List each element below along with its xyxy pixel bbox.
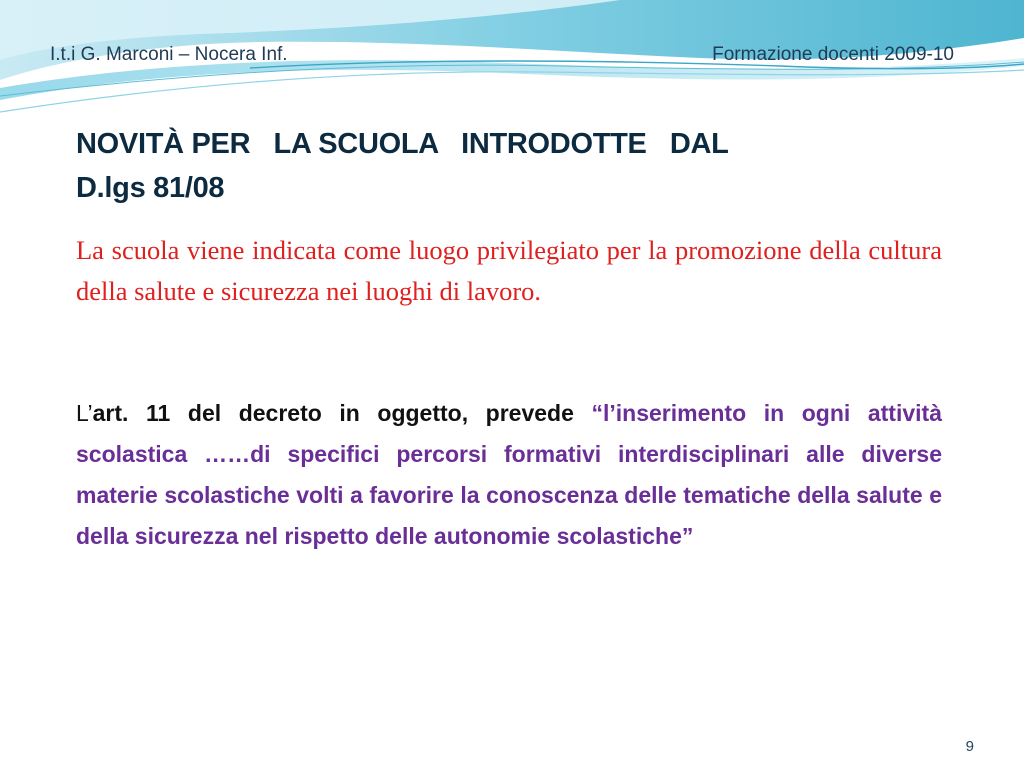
paragraph-article-reference: art. 11 del decreto in oggetto, prevede	[92, 400, 592, 426]
paragraph-article-lead: L’	[76, 400, 93, 426]
header-school-name: I.t.i G. Marconi – Nocera Inf.	[50, 44, 288, 65]
header-course-name: Formazione docenti 2009-10	[712, 44, 954, 65]
slide-title-line-1: NOVITÀ PER LA SCUOLA INTRODOTTE DAL	[76, 128, 729, 160]
paragraph-article-quote: “l’inserimento in ogni attività scolastica ……di specifici percorsi formativi interdisciplinari alle diverse materie scolastiche volti a favorire la conoscenza delle tematiche della salute e della sicurezza nel rispetto delle autonomie scolastiche”	[76, 400, 942, 549]
slide-title	[76, 122, 876, 210]
page-number: 9	[965, 738, 974, 755]
paragraph-school-promotion: La scuola viene indicata come luogo privilegiato per la promozione della cultura della salute e sicurezza nei luoghi di lavoro.	[76, 235, 942, 306]
paragraph-article-11	[76, 393, 942, 557]
slide-title-line-2: D.lgs 81/08	[76, 172, 225, 204]
